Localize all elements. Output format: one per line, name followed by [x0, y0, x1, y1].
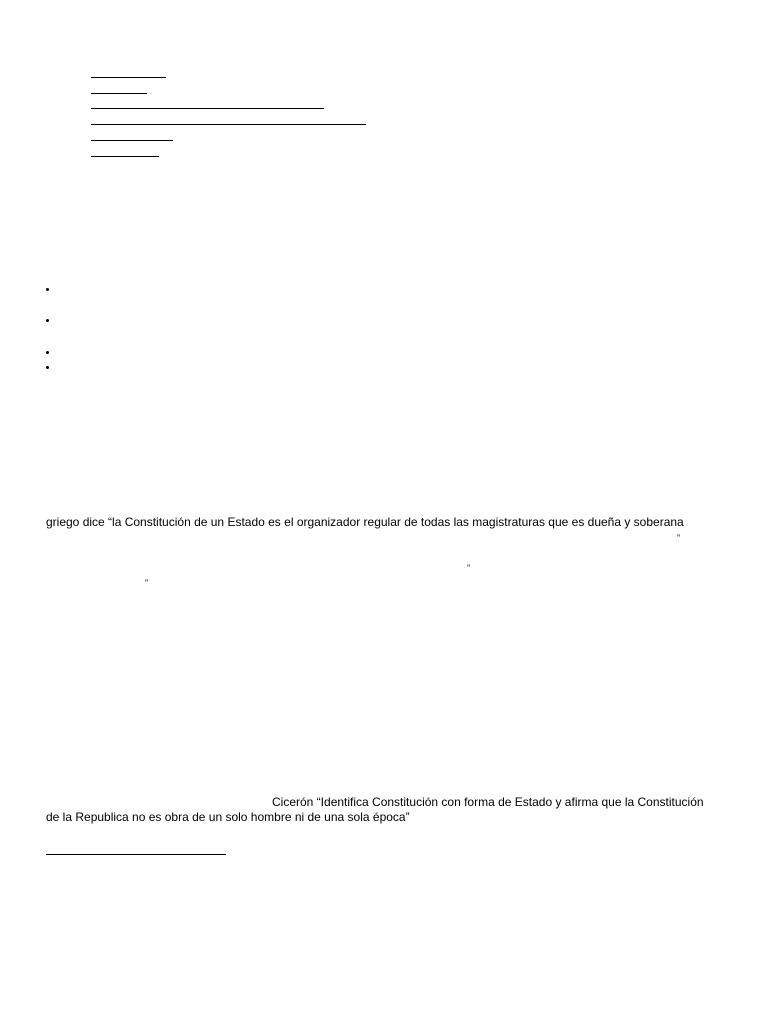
- bullet-point-2: [46, 319, 49, 322]
- toc-link-3[interactable]: [91, 108, 324, 109]
- quote-mark: ”: [467, 563, 470, 573]
- quote-mark: ”: [677, 533, 680, 543]
- quote-mark: ”: [145, 578, 148, 588]
- toc-link-4[interactable]: [91, 124, 366, 125]
- bullet-point-1: [46, 288, 49, 291]
- bullet-point-4: [46, 366, 49, 369]
- toc-link-2[interactable]: [91, 93, 147, 94]
- paragraph-cicero-line-1: Cicerón “Identifica Constitución con forma de Estado y afirma que la Constitución: [272, 795, 704, 809]
- paragraph-aristotle-line: griego dice “la Constitución de un Estado es el organizador regular de todas las magistraturas que es dueña y soberana: [46, 515, 684, 529]
- toc-link-5[interactable]: [91, 140, 173, 141]
- bullet-point-3: [46, 351, 49, 354]
- toc-link-6[interactable]: [91, 156, 159, 157]
- footnote-separator: [46, 854, 226, 855]
- toc-link-1[interactable]: [91, 77, 166, 78]
- paragraph-cicero-line-2: de la Republica no es obra de un solo hombre ni de una sola época”: [46, 810, 410, 824]
